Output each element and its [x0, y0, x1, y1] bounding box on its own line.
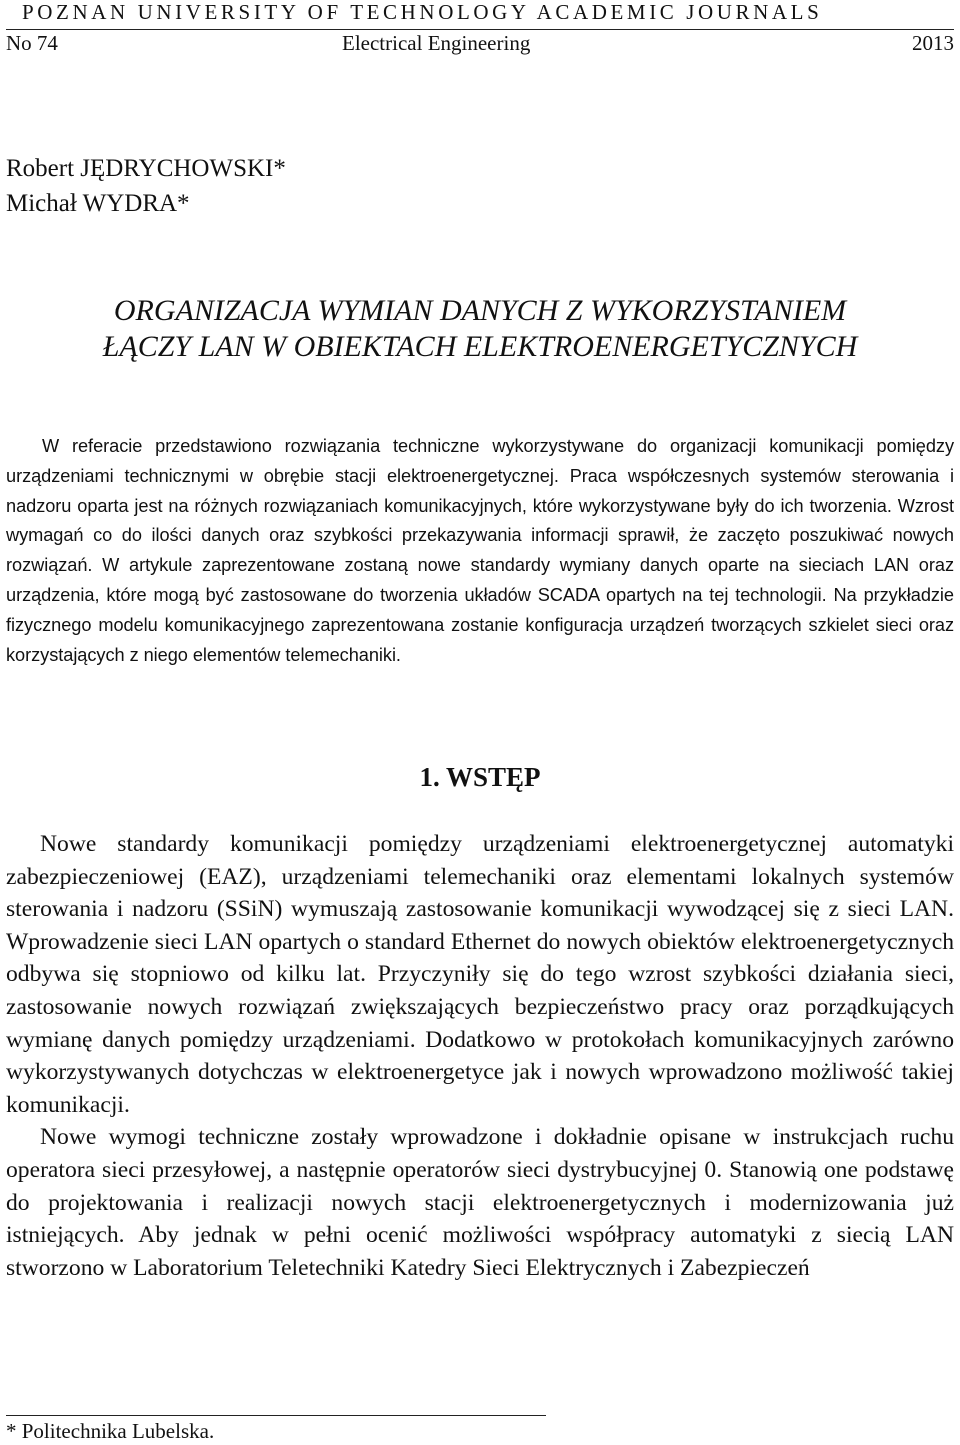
header-line — [6, 31, 954, 61]
author-1: Robert JĘDRYCHOWSKI* — [6, 155, 286, 182]
paper-title-line-1: ORGANIZACJA WYMIAN DANYCH Z WYKORZYSTANIEM — [113, 294, 847, 327]
section-heading: 1. WSTĘP — [419, 762, 541, 792]
footnote-rule — [6, 1415, 546, 1416]
journal-series: Electrical Engineering — [342, 31, 531, 55]
paragraph: Nowe standardy komunikacji pomiędzy urządzeniami elektroenergetycznej automatyki zabezpieczeniowej (EAZ), urządzeniami telemechaniki oraz elementami lokalnych systemów sterowania i nadzoru (SSiN) wymuszają zastosowanie komunikacji wywodzącej się z sieci LAN. Wprowadzenie sieci LAN opartych o standard Ethernet do nowych obiektów elektroenergetycznych odbywa się stopniowo od kilku lat. Przyczyniły się do tego wzrost szybkości działania sieci, zastosowanie nowych rozwiązań zwiększających bezpieczeństwo pracy oraz porządkujących wymianę danych pomiędzy urządzeniami. Dodatkowo w protokołach komunikacyjnych zarówno wykorzystywanych dotychczas w elektroenergetyce jak i nowych wprowadzono możliwość takiej komunikacji. — [6, 831, 954, 1118]
section-body — [6, 828, 954, 1284]
header-rule — [6, 29, 954, 30]
journal-title: POZNAN UNIVERSITY OF TECHNOLOGY ACADEMIC JOURNALS — [22, 0, 823, 24]
abstract: W referacie przedstawiono rozwiązania techniczne wykorzystywane do organizacji komunikacji pomiędzy urządzeniami technicznymi w obrębie stacji elektroenergetycznej. Praca współczesnych systemów sterowania i nadzoru oparta jest na różnych rozwiązaniach komunikacyjnych, które wykorzystywane były do ich tworzenia. Wzrost wymagań co do ilości danych oraz szybkości przekazywania informacji sprawił, że zaczęto poszukiwać nowych rozwiązań. W artykule zaprezentowane zostaną nowe standardy wymiany danych oparte na sieciach LAN oraz urządzenia, które mogą być zastosowane do tworzenia układów SCADA opartych na tej technologii. Na przykładzie fizycznego modelu komunikacyjnego zaprezentowana zostanie konfiguracja urządzeń tworzących szkielet sieci oraz korzystających z niego elementów telemechaniki. — [6, 436, 954, 665]
paper-title — [6, 293, 954, 365]
paragraph: Nowe wymogi techniczne zostały wprowadzone i dokładnie opisane w instrukcjach ruchu operatora sieci przesyłowej, a następnie operatorów sieci dystrybucyjnej 0. Stanowią one podstawę do projektowania i realizacji nowych stacji elektroenergetycznych i modernizowania już istniejących. Aby jednak w pełni ocenić możliwości współpracy automatyki z siecią LAN stworzono w Laboratorium Teletechniki Katedry Sieci Elektrycznych i Zabezpieczeń — [6, 1124, 954, 1281]
footnote: * Politechnika Lubelska. — [6, 1419, 215, 1443]
author-2: Michał WYDRA* — [6, 190, 190, 217]
issue-year: 2013 — [912, 31, 954, 55]
issue-number: No 74 — [6, 31, 58, 55]
paper-title-line-2: ŁĄCZY LAN W OBIEKTACH ELEKTROENERGETYCZNYCH — [102, 330, 858, 363]
paper-page — [6, 0, 954, 1445]
